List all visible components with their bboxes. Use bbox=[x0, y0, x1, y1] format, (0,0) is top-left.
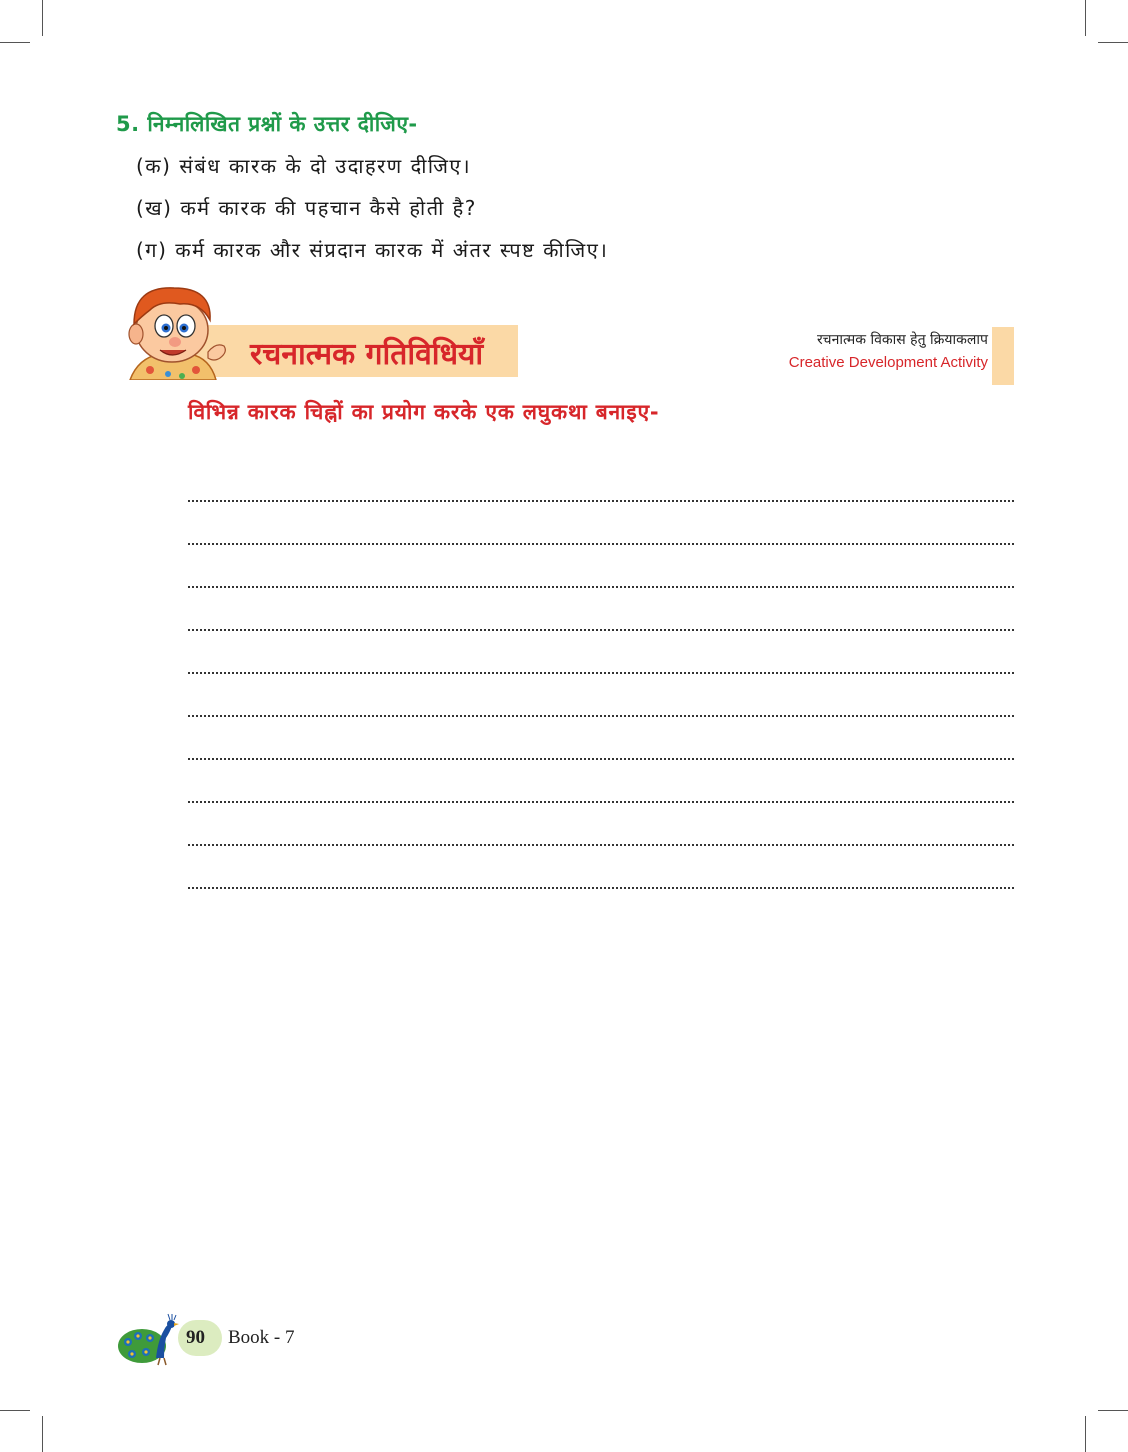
crop-mark bbox=[42, 0, 43, 36]
activity-tag-hindi: रचनात्मक विकास हेतु क्रियाकलाप bbox=[816, 332, 988, 348]
crop-mark bbox=[1085, 0, 1086, 36]
question-item-kha: (ख) कर्म कारक की पहचान कैसे होती है? bbox=[136, 196, 477, 220]
writing-line[interactable] bbox=[188, 844, 1014, 846]
crop-mark bbox=[0, 1410, 30, 1411]
writing-line[interactable] bbox=[188, 887, 1014, 889]
writing-line[interactable] bbox=[188, 629, 1014, 631]
writing-line[interactable] bbox=[188, 715, 1014, 717]
writing-line[interactable] bbox=[188, 672, 1014, 674]
crop-mark bbox=[1098, 42, 1128, 43]
question-item-ga: (ग) कर्म कारक और संप्रदान कारक में अंतर स्पष्ट कीजिए। bbox=[136, 238, 609, 262]
page-number: 90 bbox=[186, 1327, 205, 1348]
crop-mark bbox=[1098, 1410, 1128, 1411]
activity-tag-strip bbox=[992, 327, 1014, 385]
activity-banner bbox=[120, 280, 520, 380]
boy-mascot-icon bbox=[120, 280, 230, 380]
activity-tag bbox=[740, 330, 988, 371]
writing-line[interactable] bbox=[188, 586, 1014, 588]
writing-line[interactable] bbox=[188, 543, 1014, 545]
question-item-ka: (क) संबंध कारक के दो उदाहरण दीजिए। bbox=[136, 154, 472, 178]
writing-line[interactable] bbox=[188, 801, 1014, 803]
crop-mark bbox=[1085, 1416, 1086, 1452]
banner-title: रचनात्मक गतिविधियाँ bbox=[250, 337, 484, 372]
activity-tag-english: Creative Development Activity bbox=[788, 354, 988, 371]
writing-line[interactable] bbox=[188, 500, 1014, 502]
crop-mark bbox=[0, 42, 30, 43]
question-title: 5. निम्नलिखित प्रश्नों के उत्तर दीजिए- bbox=[116, 112, 418, 136]
crop-mark bbox=[42, 1416, 43, 1452]
writing-line[interactable] bbox=[188, 758, 1014, 760]
book-label: Book - 7 bbox=[228, 1327, 295, 1348]
peacock-icon bbox=[116, 1312, 182, 1366]
task-instruction: विभिन्न कारक चिह्नों का प्रयोग करके एक लघुकथा बनाइए- bbox=[188, 400, 660, 424]
